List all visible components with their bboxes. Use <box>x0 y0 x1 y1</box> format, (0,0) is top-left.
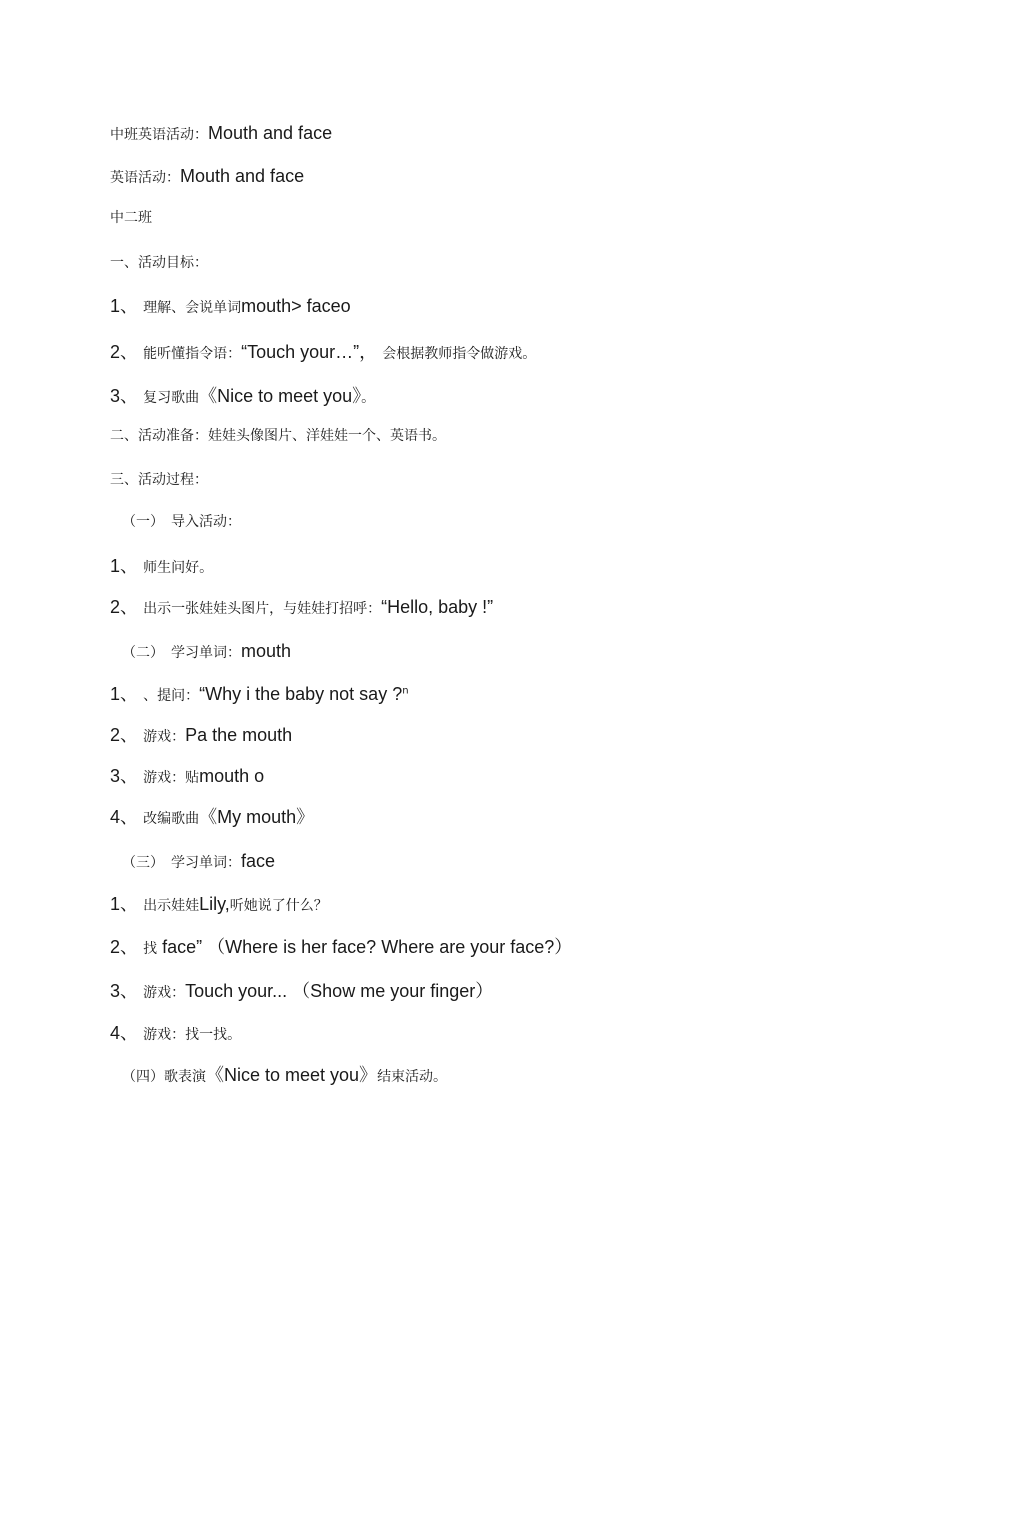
item-text-en: mouth o <box>199 766 265 786</box>
item-text-en: Lily, <box>199 894 230 914</box>
item-text-zh: 、提问： <box>143 688 200 704</box>
item-text-zh: 游戏： <box>143 985 186 1001</box>
list-item <box>110 1024 241 1042</box>
part-heading-en: mouth <box>241 641 292 661</box>
list-item <box>110 767 264 785</box>
goal-item <box>110 343 536 361</box>
goal-item <box>110 297 351 315</box>
item-text-zh: 出示娃娃 <box>143 898 200 914</box>
item-text-en: face” （Where is her face? Where are your face?） <box>157 937 573 957</box>
part-heading-zh: （四）歌表演 <box>122 1069 206 1085</box>
list-item <box>110 557 213 575</box>
class-name: 中二班 <box>110 210 152 226</box>
list-item <box>110 598 493 616</box>
item-text-zh: 出示一张娃娃头图片，与娃娃打招呼： <box>143 601 382 617</box>
list-item <box>110 982 493 1000</box>
doc-subtitle-en: Mouth and face <box>180 166 305 186</box>
item-number: 3、 <box>110 766 139 786</box>
item-number: 2、 <box>110 937 139 957</box>
item-text-zh: 改编歌曲 <box>143 811 200 827</box>
item-text-en: “Touch your…”， <box>241 342 378 362</box>
item-text-zh: 能听懂指令语： <box>143 346 242 362</box>
part-heading <box>122 1066 447 1084</box>
list-item <box>110 726 292 744</box>
part-heading <box>122 642 291 660</box>
item-text-en: 《My mouth》 <box>199 807 315 827</box>
item-text-zh: 找 <box>143 941 158 957</box>
goal-item <box>110 387 375 405</box>
item-number: 2、 <box>110 725 139 745</box>
item-text-zh: 游戏： <box>143 729 186 745</box>
item-text-zh: 师生问好。 <box>143 560 214 576</box>
section-prep-heading: 二、活动准备：娃娃头像图片、洋娃娃一个、英语书。 <box>110 428 446 444</box>
item-number: 2、 <box>110 342 139 362</box>
item-text-en: 《Nice to meet you》 <box>199 386 362 406</box>
part-heading-en: face <box>241 851 276 871</box>
doc-title <box>110 124 332 142</box>
item-text-zh: 理解、会说单词 <box>143 300 242 316</box>
item-number: 1、 <box>110 684 139 704</box>
part-heading-zh: （二） 学习单词： <box>122 645 241 661</box>
item-number: 3、 <box>110 386 139 406</box>
item-text-en: Touch your... （Show me your finger） <box>185 981 494 1001</box>
item-number: 2、 <box>110 597 139 617</box>
item-text-zh: 。 <box>361 390 376 406</box>
part-heading-zh: 结束活动。 <box>377 1069 448 1085</box>
list-item <box>110 808 314 826</box>
item-number: 4、 <box>110 807 139 827</box>
list-item <box>110 938 572 956</box>
item-text-en: “Why i the baby not say ? <box>199 684 403 704</box>
item-text-zh: 复习歌曲 <box>143 390 200 406</box>
item-text-en: mouth> faceo <box>241 296 351 316</box>
item-text-en: Pa the mouth <box>185 725 293 745</box>
list-item <box>110 685 409 703</box>
item-text-en: “Hello, baby !” <box>381 597 494 617</box>
doc-title-en: Mouth and face <box>208 123 333 143</box>
item-number: 1、 <box>110 556 139 576</box>
part-heading <box>122 852 275 870</box>
part-heading-zh: （三） 学习单词： <box>122 855 241 871</box>
item-text-zh: 会根据教师指令做游戏。 <box>382 346 537 362</box>
section-process-heading: 三、活动过程： <box>110 472 208 488</box>
doc-title-zh: 中班英语活动： <box>110 127 208 143</box>
item-number: 4、 <box>110 1023 139 1043</box>
item-text-zh: 游戏：找一找。 <box>143 1027 242 1043</box>
item-number: 1、 <box>110 894 139 914</box>
item-text-zh: 听她说了什么？ <box>229 898 328 914</box>
item-number: 3、 <box>110 981 139 1001</box>
doc-subtitle-zh: 英语活动： <box>110 170 180 186</box>
list-item <box>110 895 328 913</box>
item-text-zh: 游戏：贴 <box>143 770 200 786</box>
part-heading-en: 《Nice to meet you》 <box>206 1065 378 1085</box>
section-goals-heading: 一、活动目标： <box>110 255 208 271</box>
item-number: 1、 <box>110 296 139 316</box>
part-heading: （一） 导入活动： <box>122 514 241 530</box>
superscript: n <box>402 685 409 697</box>
doc-subtitle <box>110 167 304 185</box>
